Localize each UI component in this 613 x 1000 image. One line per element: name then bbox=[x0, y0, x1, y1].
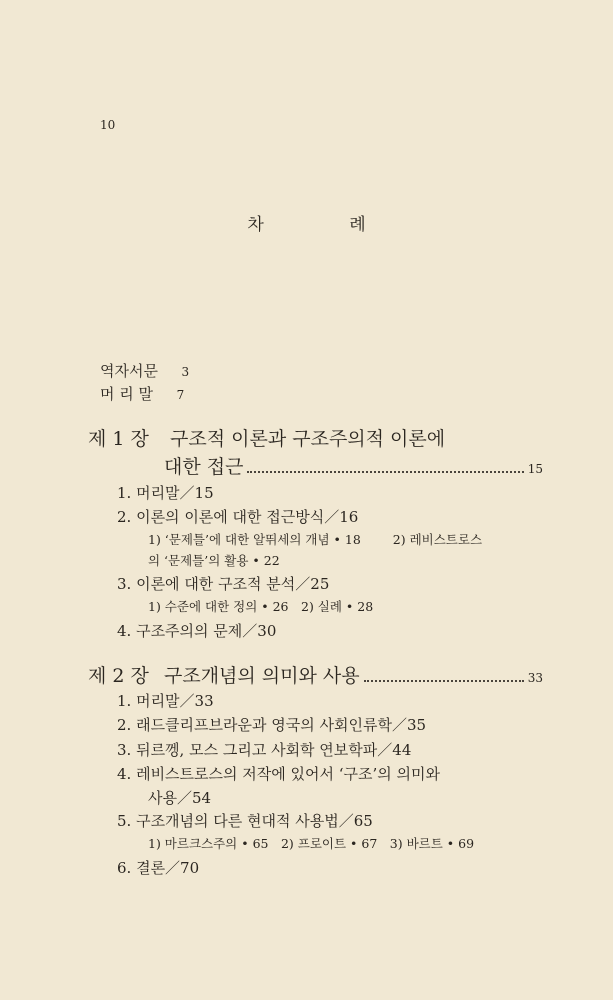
chapter-1-heading-cont bbox=[164, 452, 543, 479]
page-title: 차 례 bbox=[247, 215, 406, 235]
toc-entry-preface bbox=[100, 360, 189, 381]
subsection-line bbox=[148, 530, 543, 548]
leader-dots bbox=[364, 680, 524, 682]
leader-dots bbox=[247, 471, 523, 473]
chapter-2-heading bbox=[88, 661, 543, 688]
entry-label: 머 리 말 bbox=[100, 385, 154, 403]
chapter-label: 제 1 장 bbox=[88, 428, 149, 450]
section-item: 3. 뒤르껭, 모스 그리고 사회학 연보학파／44 bbox=[117, 741, 412, 759]
section-item: 6. 결론／70 bbox=[117, 859, 200, 877]
section-item: 5. 구조개념의 다른 현대적 사용법／65 bbox=[117, 812, 373, 830]
subsection-line: 1) 수준에 대한 정의 • 26 2) 실례 • 28 bbox=[148, 599, 374, 614]
chapter-label: 제 2 장 bbox=[88, 665, 149, 687]
section-item: 2. 래드클리프브라운과 영국의 사회인류학／35 bbox=[117, 716, 427, 734]
chapter-title-cont: 대한 접근 bbox=[164, 456, 244, 478]
toc-entry-foreword bbox=[100, 383, 184, 404]
section-item-cont: 사용／54 bbox=[148, 789, 212, 807]
subsection-item: 1) ‘문제틀’에 대한 알뛰세의 개념 • 18 bbox=[148, 532, 361, 547]
chapter-title: 구조적 이론과 구조주의적 이론에 bbox=[170, 428, 446, 450]
chapter-page: 15 bbox=[527, 462, 543, 476]
subsection-item: 2) 레비스트로스 bbox=[392, 532, 483, 547]
entry-page: 7 bbox=[176, 388, 185, 402]
subsection-line: 1) 마르크스주의 • 65 2) 프로이트 • 67 3) 바르트 • 69 bbox=[148, 836, 475, 851]
section-item: 1. 머리말／15 bbox=[117, 484, 214, 502]
chapter-title: 구조개념의 의미와 사용 bbox=[164, 665, 360, 687]
section-item: 4. 구조주의의 문제／30 bbox=[117, 622, 277, 640]
section-item: 3. 이론에 대한 구조적 분석／25 bbox=[117, 575, 330, 593]
page-number: 10 bbox=[100, 118, 116, 132]
chapter-1-heading bbox=[88, 424, 445, 451]
entry-label: 역자서문 bbox=[100, 362, 158, 380]
section-item: 4. 레비스트로스의 저작에 있어서 ‘구조’의 의미와 bbox=[117, 765, 440, 783]
section-item: 2. 이론의 이론에 대한 접근방식／16 bbox=[117, 508, 359, 526]
section-item: 1. 머리말／33 bbox=[117, 692, 214, 710]
chapter-page: 33 bbox=[527, 671, 543, 685]
subsection-line: 의 ‘문제틀’의 활용 • 22 bbox=[148, 553, 280, 568]
entry-page: 3 bbox=[181, 365, 190, 379]
